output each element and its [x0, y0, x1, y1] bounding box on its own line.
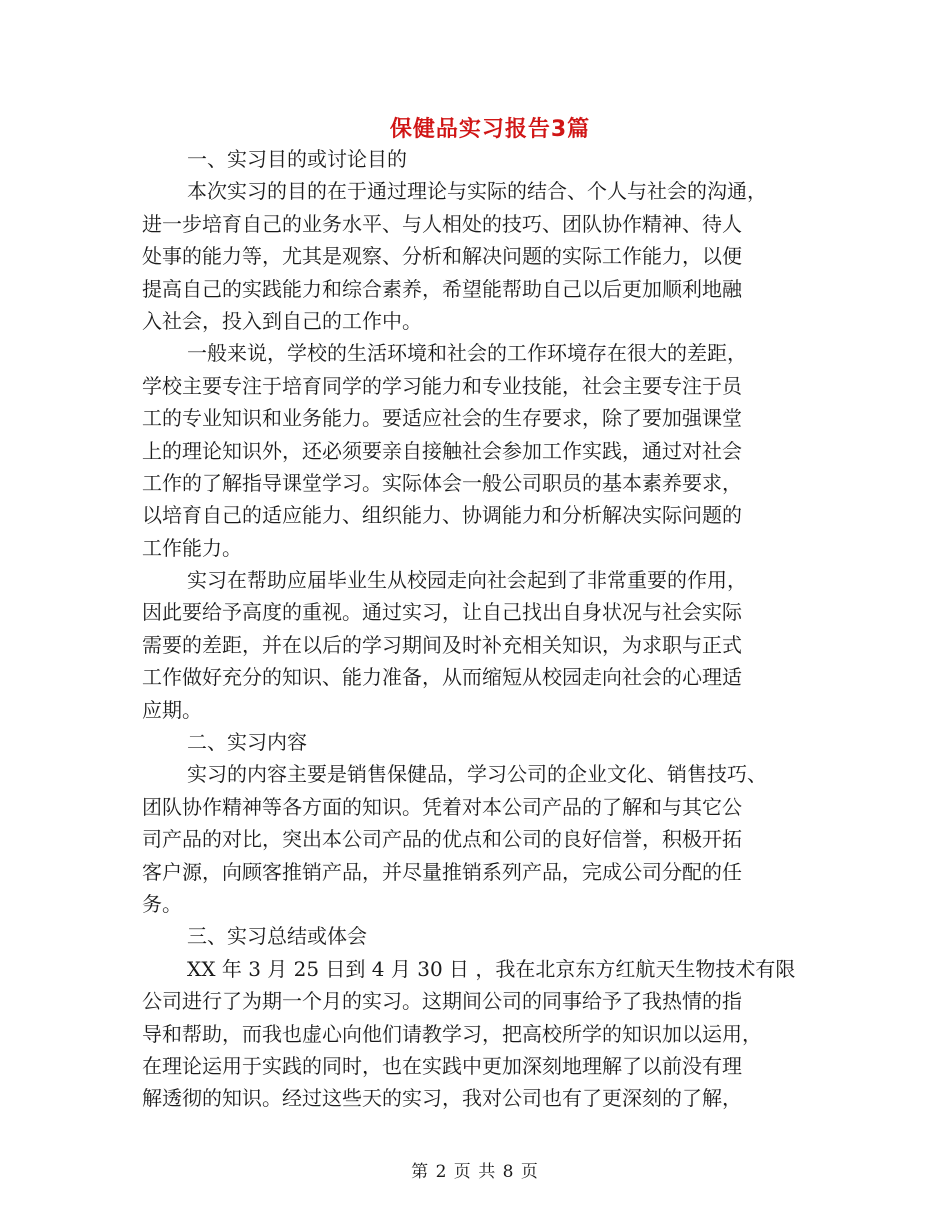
section-heading: 一、实习目的或讨论目的	[187, 147, 407, 171]
paragraph-line: 解透彻的知识。经过这些天的实习，我对公司也有了更深刻的了解，	[142, 1086, 742, 1111]
paragraph-line: 一般来说，学校的生活环境和社会的工作环境存在很大的差距，	[187, 341, 747, 366]
paragraph-line: 提高自己的实践能力和综合素养，希望能帮助自己以后更加顺利地融	[142, 276, 742, 301]
paragraph-line: 实习的内容主要是销售保健品，学习公司的企业文化、销售技巧、	[187, 762, 767, 787]
paragraph-line: 学校主要专注于培育同学的学习能力和专业技能，社会主要专注于员	[142, 373, 742, 398]
paragraph-line: 团队协作精神等各方面的知识。凭着对本公司产品的了解和与其它公	[142, 794, 742, 819]
section-heading: 三、实习总结或体会	[187, 924, 367, 949]
section-heading: 二、实习内容	[187, 730, 307, 755]
paragraph-line: 工作能力。	[142, 535, 242, 560]
page-footer: 第 2 页 共 8 页	[411, 1162, 539, 1182]
document-body	[142, 143, 802, 1115]
paragraph-line: 以培育自己的适应能力、组织能力、协调能力和分析解决实际问题的	[142, 503, 742, 528]
paragraph-line: 工的专业知识和业务能力。要适应社会的生存要求，除了要加强课堂	[142, 406, 742, 431]
paragraph-line: 需要的差距，并在以后的学习期间及时补充相关知识，为求职与正式	[142, 632, 742, 657]
paragraph-line: 工作的了解指导课堂学习。实际体会一般公司职员的基本素养要求，	[142, 470, 742, 495]
paragraph-line: 因此要给予高度的重视。通过实习，让自己找出自身状况与社会实际	[142, 600, 742, 625]
paragraph-line: 工作做好充分的知识、能力准备，从而缩短从校园走向社会的心理适	[142, 665, 742, 690]
paragraph-line: 导和帮助，而我也虚心向他们请教学习，把高校所学的知识加以运用，	[142, 1021, 762, 1046]
paragraph-line: 司产品的对比，突出本公司产品的优点和公司的良好信誉，积极开拓	[142, 827, 742, 852]
paragraph-line: 本次实习的目的在于通过理论与实际的结合、个人与社会的沟通，	[187, 179, 767, 204]
paragraph-line: 应期。	[142, 697, 202, 722]
paragraph-line: XX 年 3 月 25 日到 4 月 30 日 ，我在北京东方红航天生物技术有限	[187, 956, 796, 981]
paragraph-line: 客户源，向顾客推销产品，并尽量推销系列产品，完成公司分配的任	[142, 859, 742, 884]
document-title: 保健品实习报告3篇	[389, 117, 591, 142]
paragraph-line: 上的理论知识外，还必须要亲自接触社会参加工作实践，通过对社会	[142, 438, 742, 463]
paragraph-line: 处事的能力等，尤其是观察、分析和解决问题的实际工作能力，以便	[142, 244, 742, 269]
paragraph-line: 在理论运用于实践的同时，也在实践中更加深刻地理解了以前没有理	[142, 1053, 742, 1078]
paragraph-line: 务。	[142, 891, 182, 916]
paragraph-line: 入社会，投入到自己的工作中。	[142, 308, 422, 333]
paragraph-line: 实习在帮助应届毕业生从校园走向社会起到了非常重要的作用，	[187, 568, 747, 593]
paragraph-line: 公司进行了为期一个月的实习。这期间公司的同事给予了我热情的指	[142, 989, 742, 1014]
paragraph-line: 进一步培育自己的业务水平、与人相处的技巧、团队协作精神、待人	[142, 211, 742, 236]
